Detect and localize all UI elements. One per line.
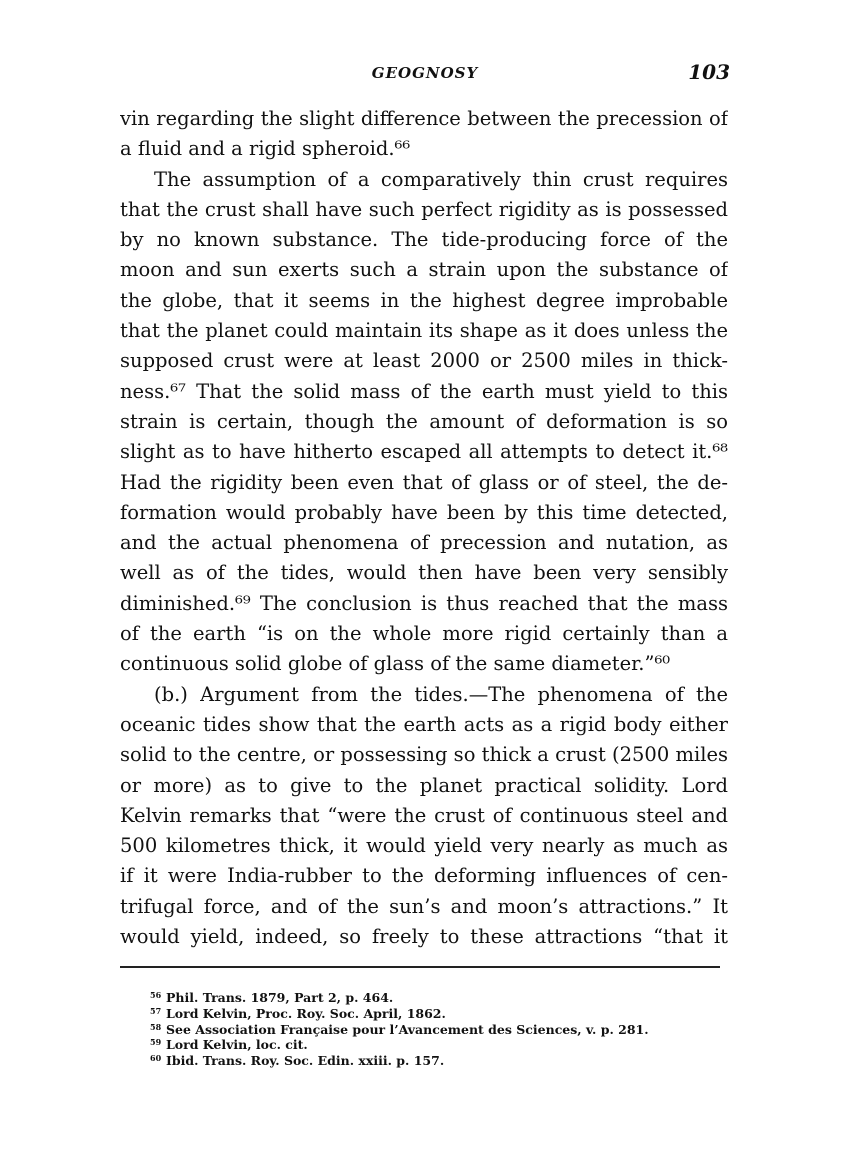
text-line: solid to the centre, or possessing so thick a crust (2500 miles — [120, 743, 728, 767]
text-line: oceanic tides show that the earth acts as a rigid body either — [120, 712, 728, 736]
footnote-item — [150, 1035, 730, 1051]
text-line: moon and sun exerts such a strain upon the substance of — [120, 258, 728, 282]
text-line: that the planet could maintain its shape as it does unless the — [120, 319, 728, 343]
text-line: of the earth “is on the whole more rigid certainly than a — [120, 622, 728, 646]
text-line: slight as to have hitherto escaped all attempts to detect it.⁶⁸ — [120, 440, 728, 464]
text-line: a fluid and a rigid spheroid.⁶⁶ — [120, 137, 411, 161]
footnote-item — [150, 988, 730, 1004]
text-line: would yield, indeed, so freely to these attractions “that it — [120, 925, 728, 949]
text-line: that the crust shall have such perfect rigidity as is possessed — [120, 197, 728, 221]
text-line: ness.⁶⁷ That the solid mass of the earth must yield to this — [120, 379, 728, 403]
footnote-number: 60 — [150, 1053, 162, 1064]
text-line: by no known substance. The tide-producing force of the — [120, 228, 728, 252]
text-line: 500 kilometres thick, it would yield very nearly as much as — [120, 834, 728, 858]
text-line: Had the rigidity been even that of glass or of steel, the de- — [120, 470, 728, 494]
text-line: or more) as to give to the planet practical solidity. Lord — [120, 773, 728, 797]
text-line: continuous solid globe of glass of the same diameter.”⁶⁰ — [120, 652, 671, 676]
footnote-item — [150, 1051, 730, 1067]
footnote-text: See Association Française pour l’Avancement des Sciences, v. p. 281. — [166, 1021, 649, 1037]
footnote-number: 56 — [150, 990, 162, 1000]
footnote-divider — [120, 966, 720, 968]
text-line: The assumption of a comparatively thin crust requires — [154, 167, 728, 191]
text-line: the globe, that it seems in the highest degree improbable — [120, 288, 728, 312]
footnote-number: 58 — [150, 1021, 162, 1032]
text-line: formation would probably have been by this time detected, — [120, 500, 728, 524]
page-number: 103 — [688, 60, 730, 84]
text-line: and the actual phenomena of precession and nutation, as — [120, 531, 728, 555]
text-line: vin regarding the slight difference between the precession of — [120, 107, 728, 130]
body-text — [120, 104, 728, 952]
text-line: if it were India-rubber to the deforming influences of cen- — [120, 864, 728, 888]
footnote-number: 57 — [150, 1005, 162, 1016]
footnotes — [150, 988, 730, 1067]
text-line: Kelvin remarks that “were the crust of continuous steel and — [120, 803, 728, 827]
text-line: (b.) Argument from the tides.—The phenomena of the — [154, 682, 728, 706]
footnote-text: Phil. Trans. 1879, Part 2, p. 464. — [166, 990, 394, 1005]
footnote-text: Lord Kelvin, Proc. Roy. Soc. April, 1862. — [166, 1005, 446, 1021]
text-line: diminished.⁶⁹ The conclusion is thus reached that the mass — [120, 591, 728, 615]
footnote-item — [150, 1020, 730, 1036]
footnote-number: 59 — [150, 1037, 162, 1048]
footnote-text: Ibid. Trans. Roy. Soc. Edin. xxiii. p. 157. — [166, 1053, 445, 1069]
text-line: well as of the tides, would then have been very sensibly — [120, 561, 728, 585]
text-line: strain is certain, though the amount of deformation is so — [120, 409, 728, 433]
page-header — [120, 60, 730, 90]
footnote-text: Lord Kelvin, loc. cit. — [166, 1037, 308, 1053]
running-title: GEOGNOSY — [371, 64, 479, 82]
footnote-item — [150, 1004, 730, 1020]
text-line: supposed crust were at least 2000 or 2500 miles in thick- — [120, 349, 728, 373]
text-line: trifugal force, and of the sun’s and moon’s attractions.” It — [120, 894, 728, 918]
